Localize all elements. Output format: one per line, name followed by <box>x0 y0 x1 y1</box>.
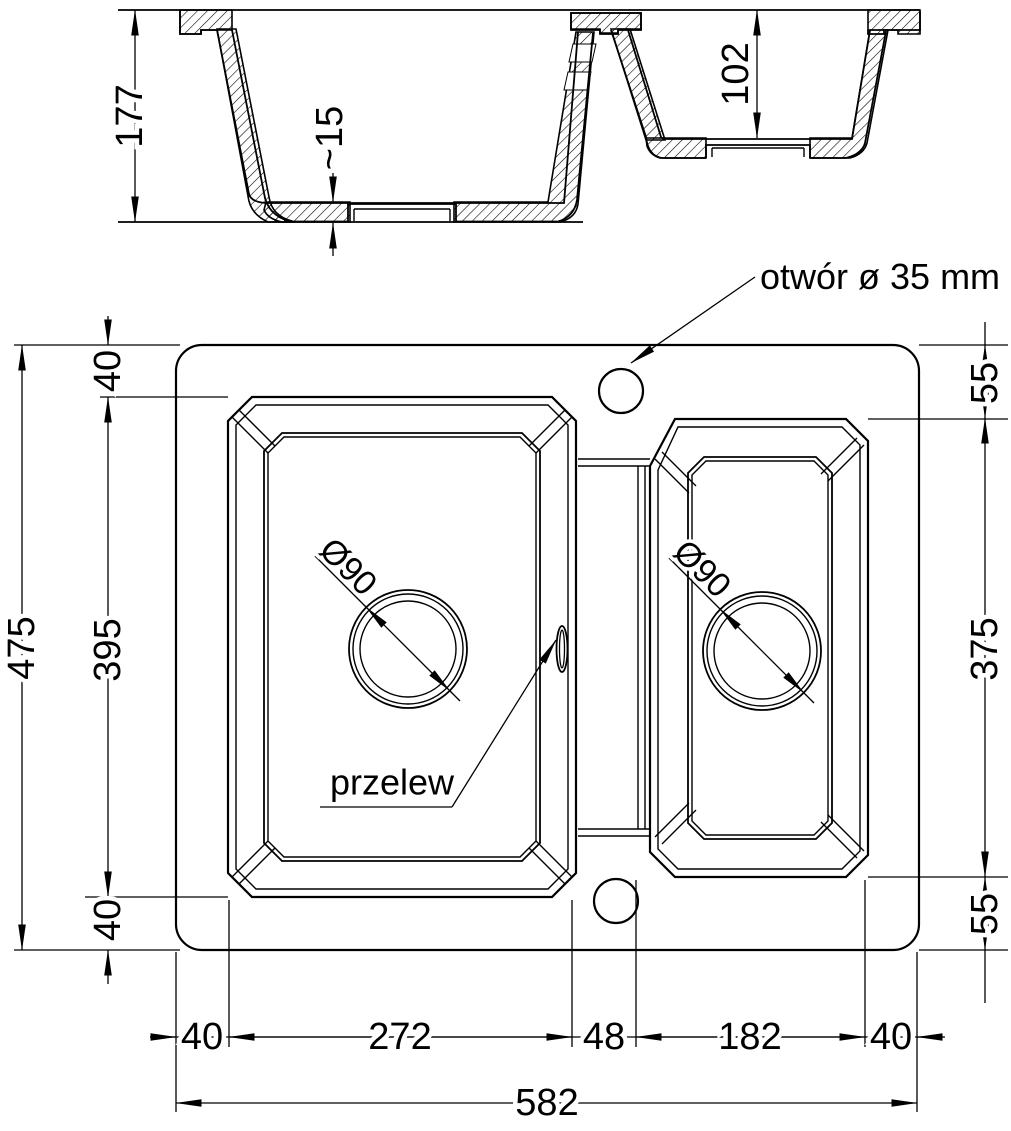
main-bowl-rim-inner <box>236 405 568 889</box>
sink-outer-edge <box>176 345 919 950</box>
dim-label-depth-main: 177 <box>109 84 151 148</box>
dim-label-total-height: 475 <box>1 616 43 680</box>
right-dimensions <box>964 322 1006 1003</box>
overflow-hole <box>557 626 568 672</box>
left-dimensions <box>1 316 129 984</box>
dim-label-depth-secondary: 102 <box>715 42 757 106</box>
dim-label-bottom-margin-left: 40 <box>87 898 129 942</box>
main-bowl-left-wall-section <box>217 29 292 222</box>
dim-label-top-margin-left: 40 <box>87 349 129 393</box>
main-drain-lip <box>354 209 450 221</box>
secondary-drain-dim-ext2 <box>804 693 814 703</box>
cross-section-view <box>109 10 920 256</box>
overflow-note: przelew <box>329 761 455 803</box>
dim-label-top-margin-right: 55 <box>964 361 1006 405</box>
secondary-drain-lip <box>712 148 804 157</box>
dim-label-bowl-height: 395 <box>87 618 129 682</box>
main-bowl <box>228 397 576 897</box>
main-drain-recess <box>348 204 456 222</box>
dim-label-divider-width: 48 <box>582 1016 626 1058</box>
faucet-hole-bottom <box>594 879 638 923</box>
extension-line-set <box>14 345 1008 1112</box>
faucet-hole-top <box>599 369 643 413</box>
dim-label-left-margin: 40 <box>180 1016 224 1058</box>
section-material-hatch <box>180 10 920 222</box>
dim-label-right-margin: 40 <box>869 1016 913 1058</box>
main-bowl-inner-surface <box>217 30 578 203</box>
secondary-drain-recess <box>706 145 810 158</box>
secondary-drain-dim-line <box>720 609 804 693</box>
divider-ledge <box>578 459 650 836</box>
main-drain-dim-ext2 <box>450 691 460 701</box>
secondary-bowl-floor-inner <box>692 461 828 835</box>
extension-lines <box>14 345 1008 1112</box>
dim-label-total-width: 582 <box>515 1082 579 1124</box>
overflow-hole-inner <box>560 630 565 668</box>
main-drain-diameter-label: Ø90 <box>311 530 385 604</box>
main-bowl-floor-left-section <box>264 202 350 222</box>
plan-view <box>1 256 1008 1124</box>
faucet-hole-note: otwór ø 35 mm <box>760 256 1001 297</box>
main-bowl-rim-outer <box>228 397 576 897</box>
main-bowl-corner-bevels <box>232 410 572 884</box>
dim-label-main-bowl-width: 272 <box>368 1016 432 1058</box>
dim-label-secondary-bowl-height: 375 <box>964 617 1006 681</box>
faucet-hole-leader <box>631 277 755 363</box>
secondary-drain-diameter-label: Ø90 <box>665 532 739 606</box>
dim-label-bottom-margin-right: 55 <box>964 892 1006 936</box>
dim-label-secondary-bowl-width: 182 <box>718 1016 782 1058</box>
annotations <box>320 256 1000 807</box>
bottom-dimensions <box>150 1016 945 1124</box>
secondary-bowl <box>650 419 868 877</box>
dim-label-floor-thickness: ~15 <box>309 105 351 171</box>
main-drain-dim-line <box>366 607 450 691</box>
divider-ledge-lines <box>578 459 650 836</box>
